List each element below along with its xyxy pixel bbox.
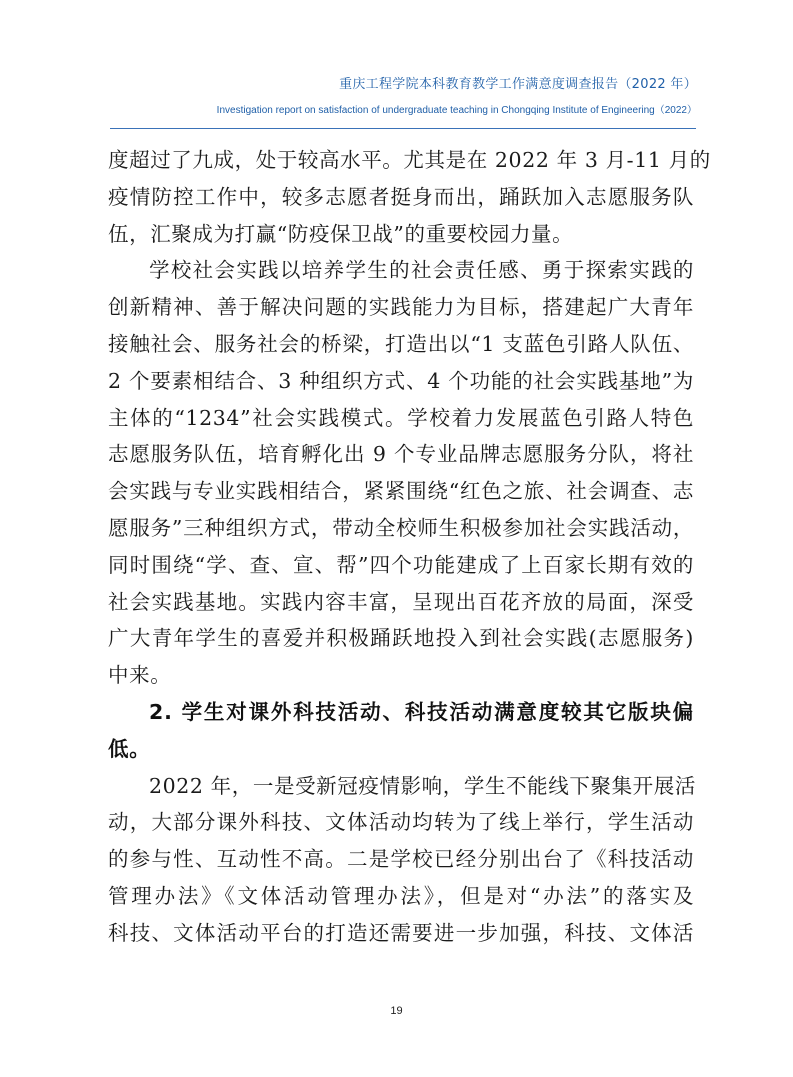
text-line: 学校社会实践以培养学生的社会责任感、勇于探索实践的 [149,258,694,283]
text-line: 度超过了九成，处于较高水平。尤其是在 2022 年 3 月-11 月的 [108,148,711,172]
heading-line: 低。 [108,736,151,761]
text-line: 愿服务”三种组织方式，带动全校师生积极参加社会实践活动， [108,515,694,540]
text-line: 主体的“1234”社会实践模式。学校着力发展蓝色引路人特色 [108,405,694,430]
text-line: 科技、文体活动平台的打造还需要进一步加强，科技、文体活 [108,920,694,945]
page-body [108,142,711,952]
page-header [97,76,697,118]
text-line: 广大青年学生的喜爱并积极踊跃地投入到社会实践(志愿服务) [108,626,694,651]
section-heading [108,694,694,768]
text-line: 疫情防控工作中，较多志愿者挺身而出，踊跃加入志愿服务队 [108,184,694,209]
header-title-en: Investigation report on satisfaction of undergraduate teaching in Chongqing Institute of Engineering（2022） [216,105,697,116]
page-number: 19 [390,1005,403,1017]
text-line: 动，大部分课外科技、文体活动均转为了线上举行，学生活动 [108,810,694,835]
text-line: 的参与性、互动性不高。二是学校已经分别出台了《科技活动 [108,847,694,872]
text-line: 社会实践基地。实践内容丰富，呈现出百花齐放的局面，深受 [108,589,694,614]
text-line: 接触社会、服务社会的桥梁，打造出以“1 支蓝色引路人队伍、 [108,331,694,356]
header-divider [110,128,696,129]
text-line: 创新精神、善于解决问题的实践能力为目标，搭建起广大青年 [108,295,694,320]
text-line: 中来。 [108,663,172,688]
heading-line: 2. 学生对课外科技活动、科技活动满意度较其它版块偏 [149,699,694,724]
text-line: 2022 年，一是受新冠疫情影响，学生不能线下聚集开展活 [149,773,696,798]
text-line: 伍，汇聚成为打赢“防疫保卫战”的重要校园力量。 [108,221,574,246]
text-line: 2 个要素相结合、3 种组织方式、4 个功能的社会实践基地”为 [108,368,694,393]
header-title-cn: 重庆工程学院本科教育教学工作满意度调查报告（2022 年） [339,77,697,92]
text-line: 志愿服务队伍，培育孵化出 9 个专业品牌志愿服务分队，将社 [108,442,694,467]
paragraph-3 [108,768,694,952]
paragraph-1 [108,142,711,252]
text-line: 同时围绕“学、查、宣、帮”四个功能建成了上百家长期有效的 [108,552,694,577]
text-line: 管理办法》《文体活动管理办法》，但是对“办法”的落实及 [108,883,694,908]
text-line: 会实践与专业实践相结合，紧紧围绕“红色之旅、社会调查、志 [108,479,694,504]
paragraph-2 [108,252,694,694]
